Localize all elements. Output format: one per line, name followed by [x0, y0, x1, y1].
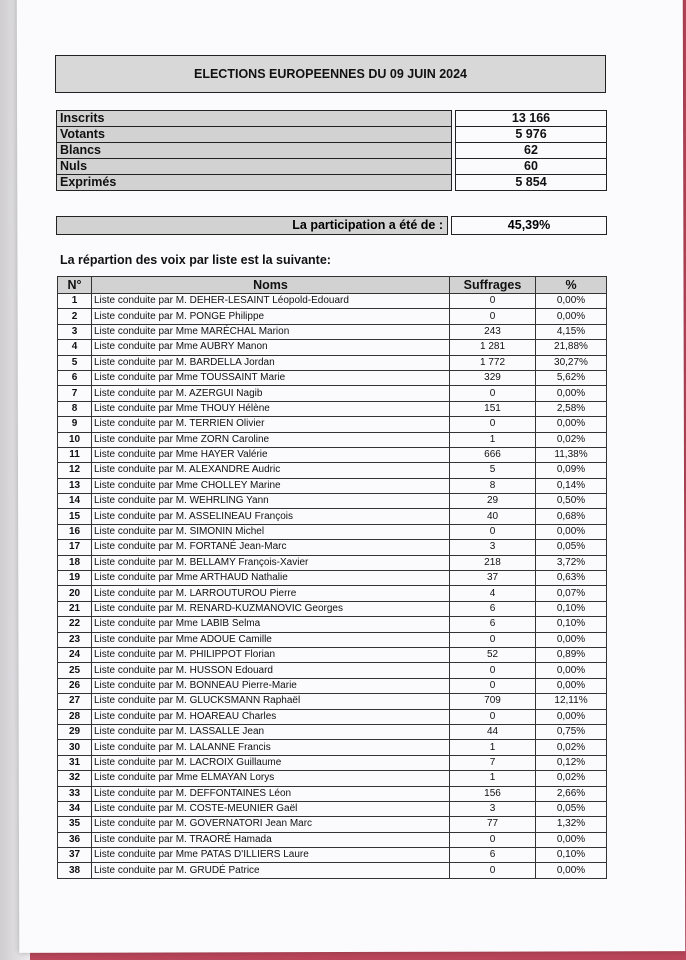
row-percent: 0,00% — [536, 524, 607, 539]
row-list-name: Liste conduite par M. PONGE Philippe — [92, 309, 450, 324]
row-number: 8 — [58, 401, 92, 416]
row-percent: 0,00% — [536, 863, 607, 878]
table-row — [58, 801, 607, 816]
row-percent: 2,58% — [536, 401, 607, 416]
row-suffrages: 0 — [450, 524, 536, 539]
row-number: 21 — [58, 601, 92, 616]
row-suffrages: 1 772 — [450, 355, 536, 370]
row-percent: 0,09% — [536, 463, 607, 478]
row-percent: 0,00% — [536, 386, 607, 401]
row-number: 16 — [58, 524, 92, 539]
row-list-name: Liste conduite par M. GOVERNATORI Jean Marc — [92, 817, 450, 832]
row-percent: 0,14% — [536, 478, 607, 493]
turnout-stats-table — [56, 110, 607, 191]
table-row — [58, 509, 607, 524]
header-percent: % — [536, 277, 607, 294]
table-row — [58, 586, 607, 601]
row-percent: 30,27% — [536, 355, 607, 370]
stats-row — [57, 127, 607, 143]
row-number: 30 — [58, 740, 92, 755]
row-number: 29 — [58, 724, 92, 739]
results-header-row — [58, 277, 607, 294]
table-row — [58, 463, 607, 478]
row-percent: 0,02% — [536, 771, 607, 786]
table-row — [58, 832, 607, 847]
document-title — [55, 55, 606, 93]
row-percent: 0,89% — [536, 647, 607, 662]
row-list-name: Liste conduite par M. LALANNE Francis — [92, 740, 450, 755]
row-suffrages: 29 — [450, 494, 536, 509]
row-suffrages: 3 — [450, 540, 536, 555]
row-list-name: Liste conduite par M. LARROUTUROU Pierre — [92, 586, 450, 601]
row-suffrages: 0 — [450, 709, 536, 724]
row-list-name: Liste conduite par M. DEHER-LESAINT Léopold-Edouard — [92, 294, 450, 309]
row-suffrages: 0 — [450, 309, 536, 324]
row-list-name: Liste conduite par Mme AUBRY Manon — [92, 340, 450, 355]
table-row — [58, 647, 607, 662]
row-suffrages: 0 — [450, 386, 536, 401]
table-row — [58, 417, 607, 432]
row-percent: 0,00% — [536, 417, 607, 432]
row-suffrages: 0 — [450, 663, 536, 678]
row-percent: 0,10% — [536, 617, 607, 632]
stats-row — [57, 143, 607, 159]
row-suffrages: 1 — [450, 771, 536, 786]
row-number: 7 — [58, 386, 92, 401]
row-suffrages: 156 — [450, 786, 536, 801]
row-suffrages: 0 — [450, 678, 536, 693]
row-number: 20 — [58, 586, 92, 601]
row-percent: 5,62% — [536, 370, 607, 385]
row-percent: 0,00% — [536, 678, 607, 693]
table-row — [58, 601, 607, 616]
table-row — [58, 401, 607, 416]
row-number: 24 — [58, 647, 92, 662]
row-number: 26 — [58, 678, 92, 693]
row-list-name: Liste conduite par M. BONNEAU Pierre-Marie — [92, 678, 450, 693]
table-row — [58, 740, 607, 755]
table-row — [58, 447, 607, 462]
table-row — [58, 386, 607, 401]
row-percent: 0,12% — [536, 755, 607, 770]
row-suffrages: 8 — [450, 478, 536, 493]
row-percent: 0,00% — [536, 709, 607, 724]
results-body — [58, 294, 607, 879]
row-percent: 0,75% — [536, 724, 607, 739]
table-row — [58, 863, 607, 878]
row-percent: 0,10% — [536, 601, 607, 616]
row-percent: 0,00% — [536, 832, 607, 847]
row-list-name: Liste conduite par Mme ZORN Caroline — [92, 432, 450, 447]
row-list-name: Liste conduite par M. LACROIX Guillaume — [92, 755, 450, 770]
row-number: 13 — [58, 478, 92, 493]
table-row — [58, 309, 607, 324]
row-list-name: Liste conduite par M. HUSSON Edouard — [92, 663, 450, 678]
row-number: 4 — [58, 340, 92, 355]
row-number: 25 — [58, 663, 92, 678]
row-percent: 21,88% — [536, 340, 607, 355]
stats-value: 5 854 — [456, 175, 607, 191]
table-row — [58, 555, 607, 570]
participation-value: 45,39% — [451, 216, 607, 235]
row-percent: 0,07% — [536, 586, 607, 601]
row-suffrages: 44 — [450, 724, 536, 739]
row-percent: 0,50% — [536, 494, 607, 509]
row-suffrages: 151 — [450, 401, 536, 416]
row-percent: 11,38% — [536, 447, 607, 462]
row-suffrages: 0 — [450, 417, 536, 432]
table-row — [58, 370, 607, 385]
row-suffrages: 6 — [450, 848, 536, 863]
row-number: 10 — [58, 432, 92, 447]
row-suffrages: 0 — [450, 294, 536, 309]
table-row — [58, 771, 607, 786]
row-percent: 0,00% — [536, 663, 607, 678]
table-row — [58, 694, 607, 709]
table-row — [58, 524, 607, 539]
row-suffrages: 218 — [450, 555, 536, 570]
row-suffrages: 7 — [450, 755, 536, 770]
row-number: 1 — [58, 294, 92, 309]
row-percent: 3,72% — [536, 555, 607, 570]
table-row — [58, 848, 607, 863]
row-suffrages: 40 — [450, 509, 536, 524]
row-number: 6 — [58, 370, 92, 385]
row-number: 23 — [58, 632, 92, 647]
row-number: 2 — [58, 309, 92, 324]
row-list-name: Liste conduite par M. TERRIEN Olivier — [92, 417, 450, 432]
row-suffrages: 77 — [450, 817, 536, 832]
stats-label: Nuls — [57, 159, 452, 175]
row-list-name: Liste conduite par Mme THOUY Hélène — [92, 401, 450, 416]
stats-label: Blancs — [57, 143, 452, 159]
stats-label: Inscrits — [57, 111, 452, 127]
stats-value: 13 166 — [456, 111, 607, 127]
row-list-name: Liste conduite par M. SIMONIN Michel — [92, 524, 450, 539]
row-list-name: Liste conduite par M. WEHRLING Yann — [92, 494, 450, 509]
row-percent: 0,02% — [536, 740, 607, 755]
row-percent: 0,00% — [536, 632, 607, 647]
row-percent: 4,15% — [536, 324, 607, 339]
row-number: 14 — [58, 494, 92, 509]
row-list-name: Liste conduite par M. FORTANÉ Jean-Marc — [92, 540, 450, 555]
table-row — [58, 786, 607, 801]
row-list-name: Liste conduite par M. GRUDÉ Patrice — [92, 863, 450, 878]
table-row — [58, 709, 607, 724]
row-list-name: Liste conduite par Mme LABIB Selma — [92, 617, 450, 632]
row-number: 5 — [58, 355, 92, 370]
row-number: 18 — [58, 555, 92, 570]
row-list-name: Liste conduite par Mme TOUSSAINT Marie — [92, 370, 450, 385]
row-list-name: Liste conduite par M. PHILIPPOT Florian — [92, 647, 450, 662]
table-row — [58, 340, 607, 355]
row-list-name: Liste conduite par M. TRAORÉ Hamada — [92, 832, 450, 847]
row-list-name: Liste conduite par M. LASSALLE Jean — [92, 724, 450, 739]
table-row — [58, 355, 607, 370]
row-percent: 0,05% — [536, 801, 607, 816]
table-row — [58, 817, 607, 832]
stats-value: 5 976 — [456, 127, 607, 143]
row-percent: 0,68% — [536, 509, 607, 524]
row-suffrages: 1 — [450, 740, 536, 755]
table-row — [58, 494, 607, 509]
row-number: 35 — [58, 817, 92, 832]
row-suffrages: 666 — [450, 447, 536, 462]
row-percent: 0,00% — [536, 309, 607, 324]
row-suffrages: 1 281 — [450, 340, 536, 355]
row-percent: 1,32% — [536, 817, 607, 832]
table-row — [58, 540, 607, 555]
row-number: 37 — [58, 848, 92, 863]
row-list-name: Liste conduite par Mme ARTHAUD Nathalie — [92, 571, 450, 586]
row-number: 12 — [58, 463, 92, 478]
row-list-name: Liste conduite par Mme MARÉCHAL Marion — [92, 324, 450, 339]
stats-value: 60 — [456, 159, 607, 175]
row-number: 11 — [58, 447, 92, 462]
row-list-name: Liste conduite par Mme ADOUE Camille — [92, 632, 450, 647]
row-number: 17 — [58, 540, 92, 555]
header-number: N° — [58, 277, 92, 294]
stats-value: 62 — [456, 143, 607, 159]
row-number: 38 — [58, 863, 92, 878]
row-percent: 12,11% — [536, 694, 607, 709]
row-suffrages: 243 — [450, 324, 536, 339]
row-suffrages: 5 — [450, 463, 536, 478]
row-number: 28 — [58, 709, 92, 724]
stats-label: Exprimés — [57, 175, 452, 191]
header-suffrages: Suffrages — [450, 277, 536, 294]
row-number: 31 — [58, 755, 92, 770]
row-suffrages: 3 — [450, 801, 536, 816]
row-number: 27 — [58, 694, 92, 709]
row-suffrages: 6 — [450, 601, 536, 616]
row-suffrages: 4 — [450, 586, 536, 601]
table-row — [58, 755, 607, 770]
row-suffrages: 1 — [450, 432, 536, 447]
row-number: 3 — [58, 324, 92, 339]
header-names: Noms — [92, 277, 450, 294]
results-intro: La répartion des voix par liste est la suivante: — [60, 253, 331, 267]
row-list-name: Liste conduite par M. AZERGUI Nagib — [92, 386, 450, 401]
stats-row — [57, 159, 607, 175]
row-number: 32 — [58, 771, 92, 786]
row-list-name: Liste conduite par Mme PATAS D'ILLIERS Laure — [92, 848, 450, 863]
row-list-name: Liste conduite par Mme CHOLLEY Marine — [92, 478, 450, 493]
row-number: 19 — [58, 571, 92, 586]
row-number: 34 — [58, 801, 92, 816]
row-list-name: Liste conduite par M. BARDELLA Jordan — [92, 355, 450, 370]
table-row — [58, 294, 607, 309]
row-suffrages: 709 — [450, 694, 536, 709]
table-row — [58, 324, 607, 339]
table-row — [58, 632, 607, 647]
row-suffrages: 6 — [450, 617, 536, 632]
table-row — [58, 432, 607, 447]
document-title-text: ELECTIONS EUROPEENNES DU 09 JUIN 2024 — [194, 67, 467, 81]
row-number: 9 — [58, 417, 92, 432]
row-suffrages: 37 — [450, 571, 536, 586]
row-number: 33 — [58, 786, 92, 801]
row-list-name: Liste conduite par M. ASSELINEAU François — [92, 509, 450, 524]
row-list-name: Liste conduite par M. COSTE-MEUNIER Gaël — [92, 801, 450, 816]
row-list-name: Liste conduite par M. ALEXANDRE Audric — [92, 463, 450, 478]
row-percent: 0,05% — [536, 540, 607, 555]
stats-label: Votants — [57, 127, 452, 143]
row-suffrages: 0 — [450, 832, 536, 847]
results-table — [57, 276, 607, 879]
row-list-name: Liste conduite par M. DEFFONTAINES Léon — [92, 786, 450, 801]
table-row — [58, 724, 607, 739]
row-percent: 2,66% — [536, 786, 607, 801]
row-percent: 0,63% — [536, 571, 607, 586]
table-row — [58, 617, 607, 632]
row-suffrages: 0 — [450, 863, 536, 878]
row-number: 22 — [58, 617, 92, 632]
table-row — [58, 678, 607, 693]
participation-label: La participation a été de : — [56, 216, 448, 235]
row-list-name: Liste conduite par Mme ELMAYAN Lorys — [92, 771, 450, 786]
row-number: 15 — [58, 509, 92, 524]
row-suffrages: 329 — [450, 370, 536, 385]
row-list-name: Liste conduite par M. BELLAMY François-Xavier — [92, 555, 450, 570]
row-list-name: Liste conduite par M. RENARD-KUZMANOVIC Georges — [92, 601, 450, 616]
row-list-name: Liste conduite par Mme HAYER Valérie — [92, 447, 450, 462]
row-list-name: Liste conduite par M. HOAREAU Charles — [92, 709, 450, 724]
row-suffrages: 52 — [450, 647, 536, 662]
table-row — [58, 663, 607, 678]
row-percent: 0,00% — [536, 294, 607, 309]
table-row — [58, 478, 607, 493]
row-number: 36 — [58, 832, 92, 847]
stats-row — [57, 111, 607, 127]
row-suffrages: 0 — [450, 632, 536, 647]
stats-row — [57, 175, 607, 191]
row-list-name: Liste conduite par M. GLUCKSMANN Raphaël — [92, 694, 450, 709]
table-row — [58, 571, 607, 586]
participation-row — [56, 216, 607, 235]
row-percent: 0,10% — [536, 848, 607, 863]
row-percent: 0,02% — [536, 432, 607, 447]
